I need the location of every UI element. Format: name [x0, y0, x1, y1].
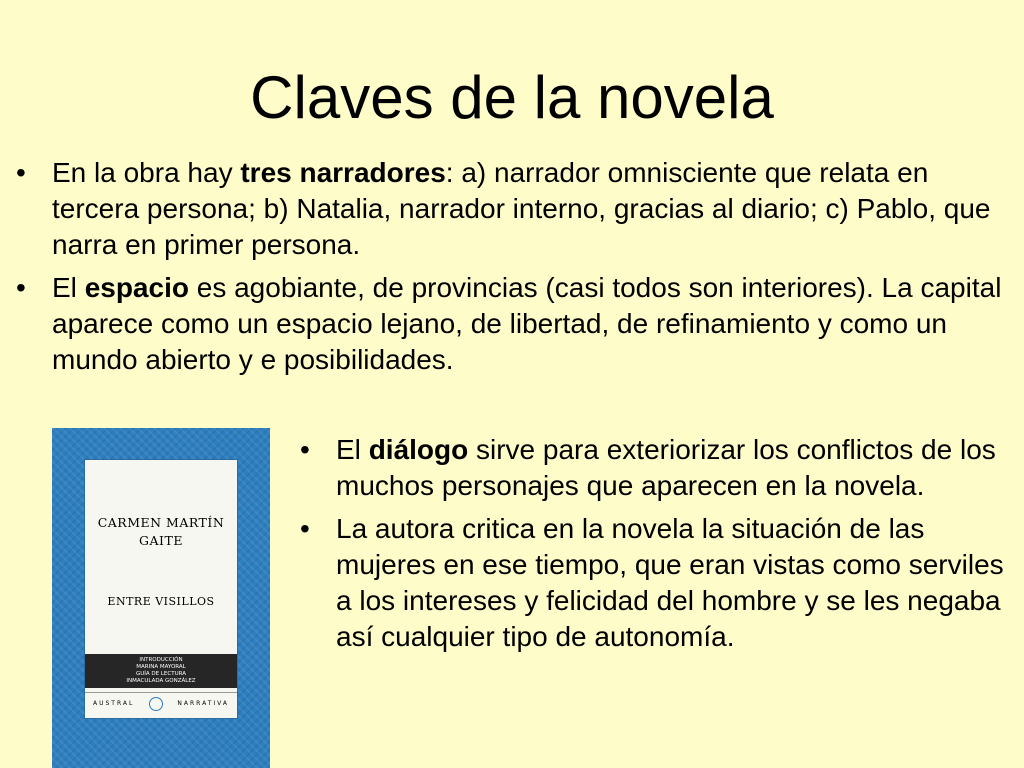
- book-credit-line: MARINA MAYORAL: [136, 664, 186, 670]
- bullet-autora-critica: [296, 511, 1016, 655]
- book-title: ENTRE VISILLOS: [107, 595, 215, 608]
- book-author: [85, 514, 237, 550]
- bullet-text-bold: diálogo: [368, 434, 469, 465]
- book-author-line1: CARMEN MARTÍN: [97, 515, 225, 530]
- book-collection: NARRATIVA: [177, 700, 229, 707]
- bullet-text-bold: espacio: [84, 272, 189, 303]
- bullet-text-before: El: [52, 272, 85, 303]
- book-credit-line: INMACULADA GONZÁLEZ: [126, 678, 196, 684]
- book-footer-strip: [85, 692, 237, 714]
- book-credit-line: INTRODUCCIÓN: [139, 657, 183, 663]
- bullet-list-bottom: [296, 432, 1016, 662]
- bullet-text-bold: tres narradores: [240, 157, 446, 188]
- bullet-text-before: En la obra hay: [52, 157, 241, 188]
- book-cover-image: [52, 428, 270, 768]
- bullet-dialogo: [296, 432, 1016, 504]
- book-author-line2: GAITE: [139, 533, 183, 548]
- bullet-text-after: : a) narrador omnisciente que relata en tercera persona; b) Natalia, narrador interno, gracias al diario; c) Pablo, que narra en primer persona.: [52, 157, 991, 260]
- bullet-text-after: es agobiante, de provincias (casi todos son interiores). La capital aparece como un espacio lejano, de libertad, de refinamiento y como un mundo abierto y e posibilidades.: [52, 272, 1002, 375]
- book-cover-panel: [85, 460, 237, 718]
- publisher-logo-icon: [149, 697, 163, 711]
- book-credits-band: [85, 654, 237, 688]
- bullet-list-top: [12, 155, 1012, 385]
- bullet-text-before: El: [336, 434, 369, 465]
- book-credit-line: GUÍA DE LECTURA: [135, 671, 186, 677]
- slide-title: Claves de la novela: [250, 64, 774, 131]
- bullet-text: La autora critica en la novela la situación de las mujeres en ese tiempo, que eran vistas como serviles a los intereses y felicidad del hombre y se les negaba así cualquier tipo de autonomía.: [336, 513, 1004, 652]
- book-publisher: AUSTRAL: [93, 700, 135, 707]
- bullet-narradores: [12, 155, 1012, 263]
- bullet-text-after: sirve para exteriorizar los conflictos de los muchos personajes que aparecen en la novela.: [336, 434, 996, 501]
- bullet-espacio: [12, 270, 1012, 378]
